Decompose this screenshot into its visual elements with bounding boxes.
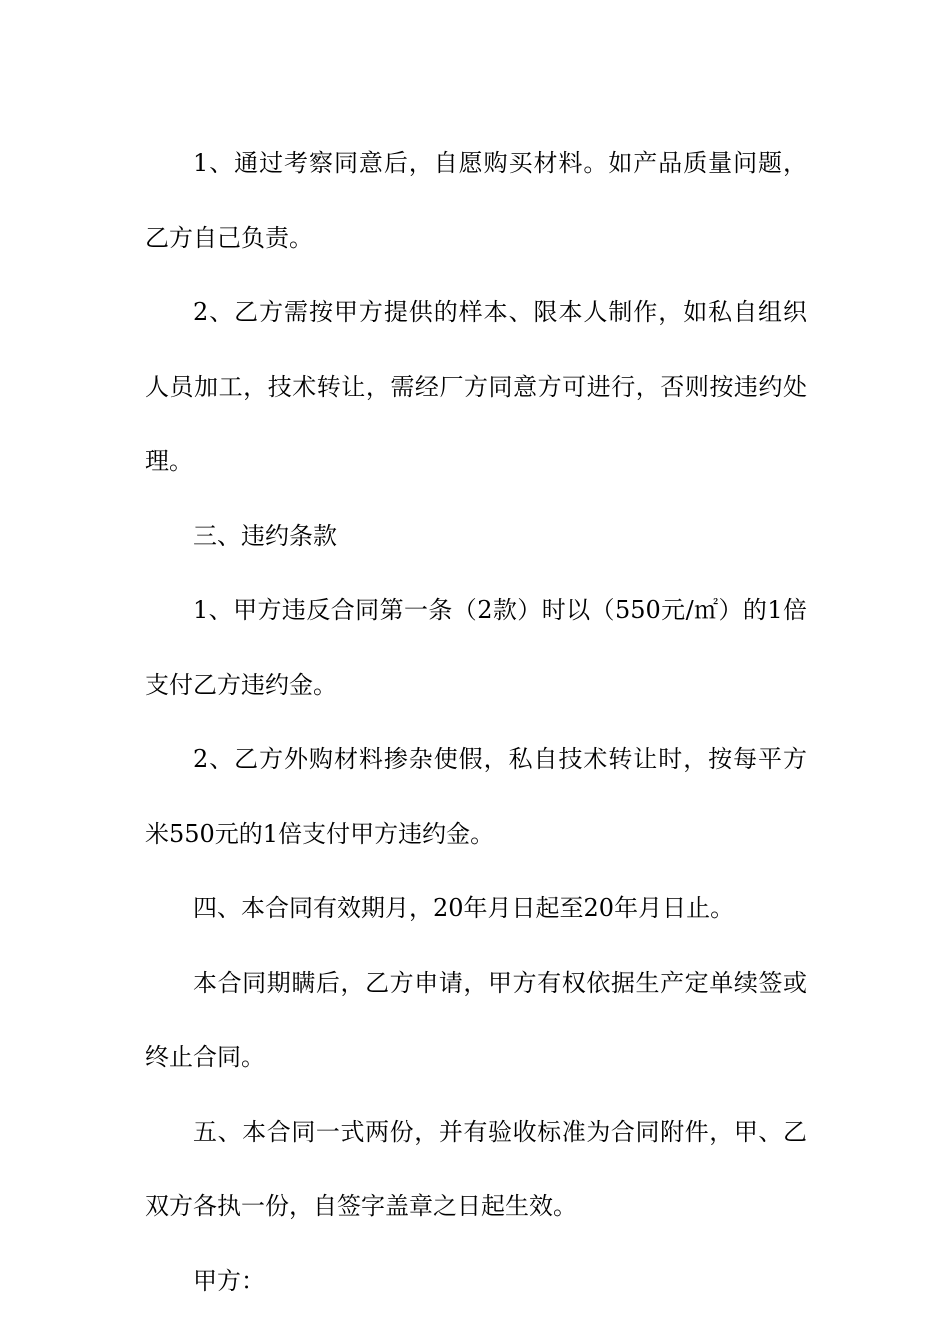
signature-party-a: 甲方：: [193, 1266, 265, 1295]
clause-material-purchase: 1、通过考察同意后，自愿购买材料。如产品质量问题，乙方自己负责。: [145, 149, 807, 252]
clause-party-b-penalty: 2、乙方外购材料掺杂使假，私自技术转让时，按每平方米550元的1倍支付甲方违约金。: [145, 745, 807, 848]
clause-validity-period: 四、本合同有效期月，20年月日起至20年月日止。: [193, 894, 735, 922]
clause-renewal: 本合同期瞒后，乙方申请，甲方有权依据生产定单续签或终止合同。: [145, 968, 807, 1071]
clause-production-rules: 2、乙方需按甲方提供的样本、限本人制作，如私自组织人员加工，技术转让，需经厂方同意方可进行，否则按违约处理。: [145, 298, 807, 475]
document-body: [145, 126, 807, 1318]
clause-copies-effective: 五、本合同一式两份，并有验收标准为合同附件，甲、乙双方各执一份，自签字盖章之日起生效。: [145, 1117, 807, 1220]
section-heading-breach: 三、违约条款: [193, 521, 337, 550]
clause-party-a-penalty: 1、甲方违反合同第一条（2款）时以（550元/㎡）的1倍支付乙方违约金。: [145, 596, 807, 699]
